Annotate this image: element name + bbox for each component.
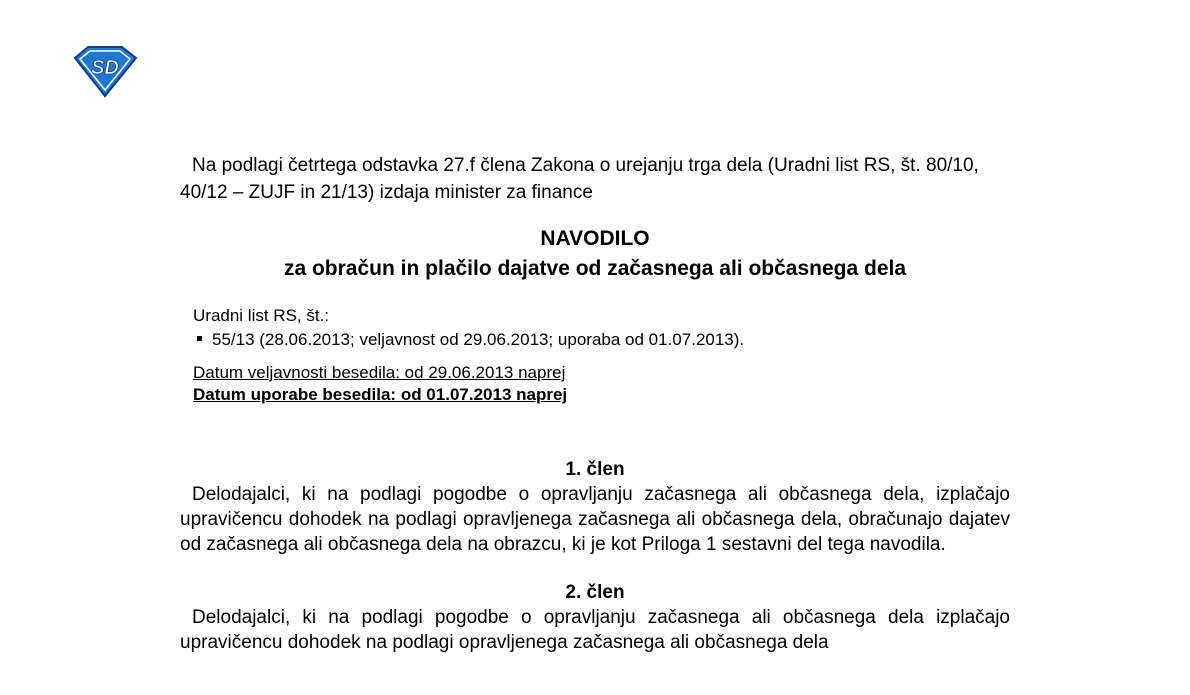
sd-logo-emblem xyxy=(70,44,140,100)
bullet-icon xyxy=(197,336,202,341)
gazette-reference xyxy=(193,304,1010,352)
article-text: Delodajalci, ki na podlagi pogodbe o opravljanju začasnega ali občasnega dela, izplačajo upravičencu dohodek na podlagi opravljenega začasnega ali občasnega dela, obračunajo dajatev od začasnega ali občasnega dela na obrazcu, ki je kot Priloga 1 sestavni del tega navodila. xyxy=(180,484,1010,555)
gazette-item-text: 55/13 (28.06.2013; veljavnost od 29.06.2013; uporaba od 01.07.2013). xyxy=(212,330,745,349)
validity-date: Datum veljavnosti besedila: od 29.06.2013 naprej xyxy=(193,363,566,382)
article-1 xyxy=(180,457,1010,557)
gazette-item xyxy=(197,328,1010,352)
sd-logo xyxy=(70,44,140,100)
title-subtitle: za obračun in plačilo dajatve od začasnega ali občasnega dela xyxy=(283,257,907,280)
article-text: Delodajalci, ki na podlagi pogodbe o opravljanju začasnega ali občasnega dela izplačajo upravičencu dohodek na podlagi opravljenega začasnega ali občasnega dela xyxy=(180,607,1010,653)
application-date: Datum uporabe besedila: od 01.07.2013 naprej xyxy=(193,385,568,404)
article-2 xyxy=(180,580,1010,655)
validity-info xyxy=(193,362,1010,406)
article-heading: 1. člen xyxy=(565,459,625,480)
document-body xyxy=(180,152,1010,655)
gazette-label: Uradni list RS, št.: xyxy=(193,306,330,325)
intro-paragraph: Na podlagi četrtega odstavka 27.f člena Zakona o urejanju trga dela (Uradni list RS, št. 80/10, 40/12 – ZUJF in 21/13) izdaja minister za finance xyxy=(180,155,979,203)
logo-lettering: SD xyxy=(91,57,119,79)
article-heading: 2. člen xyxy=(565,582,625,603)
title-main: NAVODILO xyxy=(540,227,650,250)
document-title xyxy=(180,224,1010,284)
